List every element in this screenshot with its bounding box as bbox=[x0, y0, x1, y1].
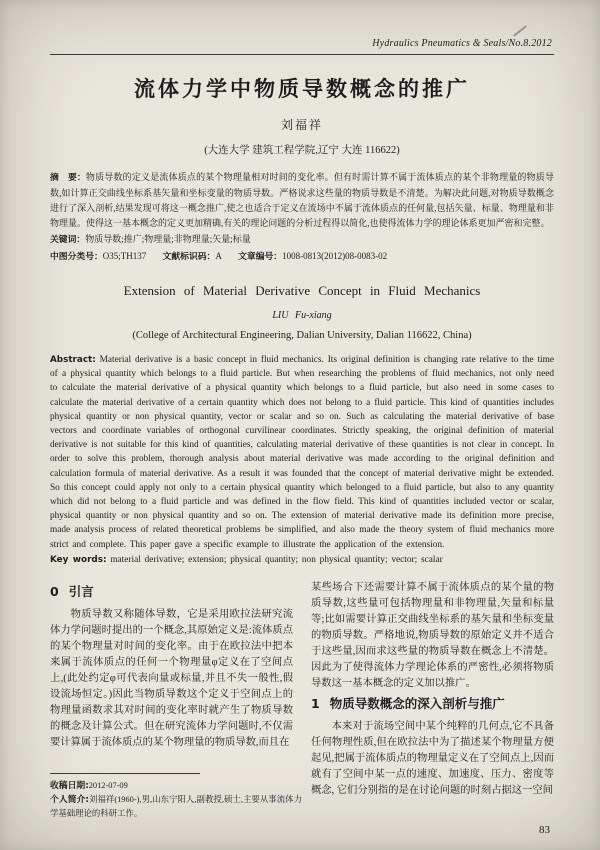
keywords-en-text: material derivative; extension; physical quantity; non physical quantity; vector; scalar bbox=[110, 554, 443, 565]
author-cn: 刘福祥 bbox=[280, 118, 323, 132]
section-0-paragraph: 物质导数又称随体导数，它是采用欧拉法研究流体力学问题时提出的一个概念,其原始定义是:流体质点的某个物理量对时间的变化率。由于在欧拉法中把本来属于流体质点的任何一个物理量φ定义在了空间点上,(此处约定φ可代表向量或标量,并且不失一般性,假设流场恒定。)因此当物质导数这个定义于空间点上的物理量函数求其对时间的变化率时就产生了物质导数的概念及计算公式。但在研究流体力学问题时,不仅需要计算属于流体质点的某个物理量的物质导数,而且在 bbox=[50, 609, 293, 749]
section-1-title: 物质导数概念的深入剖析与推广 bbox=[329, 696, 505, 712]
section-0-title: 引言 bbox=[68, 584, 94, 600]
header-rule bbox=[50, 54, 554, 55]
keywords-en-label: Key words: bbox=[50, 554, 107, 565]
article-id-label: 文章编号： bbox=[238, 252, 283, 262]
article-id-pair bbox=[238, 251, 387, 261]
abstract-en-label: Abstract: bbox=[50, 355, 96, 365]
clc-value: O35;TH137 bbox=[102, 251, 147, 261]
abstract-cn bbox=[50, 170, 554, 231]
section-0-heading bbox=[50, 584, 293, 600]
footnote-received bbox=[50, 779, 302, 793]
paper-title-cn: 流体力学中物质导数概念的推广 bbox=[134, 77, 470, 101]
doc-code-pair bbox=[163, 251, 222, 261]
abstract-cn-text: 物质导数的定义是流体质点的某个物理量相对时间的变化率。但有时需计算不属于流体质点的某个非物理量的物质导数,如计算正交曲线坐标系基矢量和坐标变量的物质导数。严格说求这些量的物质导数是不清楚。为解决此问题,对物质导数概念进行了深入剖析,结果发现可将这一概念推广,使之也适合于定义在流场中不属于流体质点的任何量,包括矢量、标量、物理量和非物理量。使得这一基本概念的定义更加精确,有关的理论问题的分析过程得以简化,也使得流体力学的理论体系更加严密和完整。 bbox=[50, 172, 554, 228]
clc-label: 中图分类号： bbox=[50, 252, 103, 262]
doc-code-value: A bbox=[215, 251, 222, 261]
section-1-paragraph: 本来对于流场空间中某个纯粹的几何点,它不具备任何物理性质,但在欧拉法中为了描述某个物理量方便起见,把属于流体质点的物理量定义在了空间点上,因而就有了空间中某一点的速度、加速度、压力、密度等概念, 它们分别指的是在讨论问题的时刻占据这一空间 bbox=[311, 721, 554, 797]
scan-artifact-mark bbox=[513, 25, 527, 36]
keywords-en bbox=[50, 553, 554, 567]
footnote-block bbox=[50, 773, 302, 820]
paper-title-en: Extension of Material Derivative Concept in Fluid Mechanics bbox=[123, 283, 481, 298]
page-number: 83 bbox=[539, 824, 550, 836]
received-label: 收稿日期: bbox=[50, 781, 89, 791]
abstract-en bbox=[50, 353, 554, 552]
classification-row bbox=[50, 249, 554, 265]
article-id-value: 1008-0813(2012)08-0083-02 bbox=[282, 251, 388, 261]
received-date: 2012-07-09 bbox=[88, 781, 128, 790]
keywords-cn-label: 关键词： bbox=[50, 235, 86, 245]
column-left bbox=[50, 580, 293, 799]
clc-pair bbox=[50, 251, 146, 261]
section-1-heading bbox=[311, 696, 554, 712]
bio-label: 个人简介: bbox=[50, 795, 89, 805]
bio-text: 刘福祥(1960-),男,山东宁阳人,副教授,硕士,主要从事流体力学基础理论的科研工作。 bbox=[50, 795, 302, 818]
section-1-number: 1 bbox=[311, 696, 320, 712]
affiliation-cn: (大连大学 建筑工程学院,辽宁 大连 116622) bbox=[204, 145, 400, 156]
footnote-bio bbox=[50, 793, 302, 820]
affiliation-en: (College of Architectural Engineering, Dalian University, Dalian 116622, China) bbox=[132, 330, 472, 341]
column-right bbox=[311, 580, 554, 799]
journal-header: Hydraulics Pneumatics & Seals/No.8.2012 bbox=[372, 38, 552, 49]
continuation-paragraph: 某些场合下还需要计算不属于流体质点的某个量的物质导数,这些量可包括物理量和非物理量,矢量和标量等;比如需要计算正交曲线坐标系的基矢量和坐标变量的物质导数。严格地说,物质导数的原始定义并不适合于这些量,因而求这些量的物质导数在概念上不清楚。因此为了使得流体力学理论体系的严密性,必须将物质导数这一基本概念的定义加以推广。 bbox=[311, 582, 554, 690]
author-en: LIU Fu-xiang bbox=[272, 310, 332, 321]
abstract-cn-label: 摘 要： bbox=[50, 173, 86, 183]
two-column-body bbox=[50, 580, 554, 799]
keywords-cn bbox=[50, 232, 554, 248]
abstract-en-text: Material derivative is a basic concept in fluid mechanics. Its original definition is changing rate relative to the time of a physical quantity which belongs to a fluid particle. But when researching the problems of fluid mechanics, not only need to calculate the material derivative of a physical quantity which belongs to a fluid particle, but also need in some cases to calculate the material derivative of a certain quantity which does not belong to a fluid particle. This kind of quantities includes physical quantity or non physical quantity, vector or scalar and so on. Such as calculating the material derivative of base vectors and coordinate variables of orthogonal curvilinear coordinates. Strictly speaking, the original definition of material derivative is not suitable for this kind of quantities, calculating material derivative of these quantities is not clear in concept. In order to solve this problem, thorough analysis about material derivative was made according to the original definition and calculation formula of material derivative. As a result it was founded that the concept of material derivative might be extended. So this concept could apply not only to a certain physical quantity which belonged to a fluid particle, but also to any quantity which did not belong to a fluid particle and was defined in the flow field. This kind of quantities included vector or scalar, physical quantity or non physical quantity and so on. The extension of material derivative made its definition more precise, made analysis process of related theoretical problems be simplified, and also made the theory system of fluid mechanics more strict and complete. This paper gave a specific example to illustrate the application of the extension. bbox=[50, 355, 554, 550]
keywords-cn-text: 物质导数;推广;物理量;非物理量;矢量;标量 bbox=[85, 234, 251, 244]
section-0-number: 0 bbox=[50, 584, 59, 600]
doc-code-label: 文献标识码： bbox=[162, 252, 216, 262]
footnote-rule bbox=[50, 773, 200, 774]
